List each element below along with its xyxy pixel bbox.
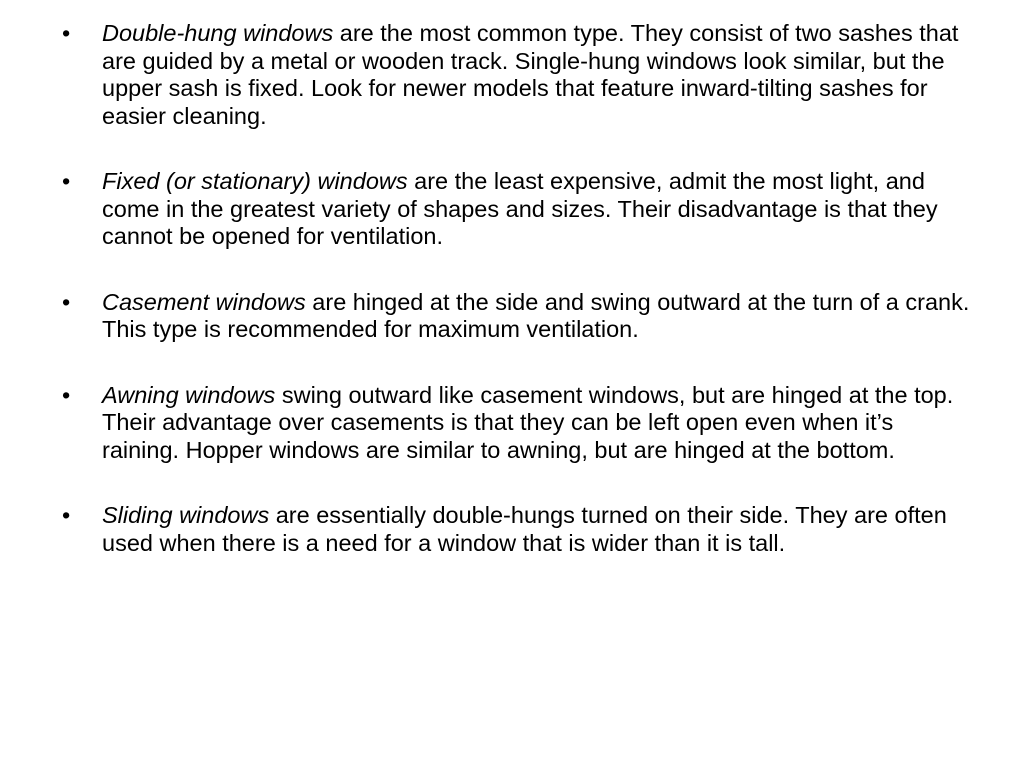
bullet-item-awning [62,382,972,465]
bullet-item-fixed [62,168,972,251]
bullet-icon: • [62,20,71,46]
term-fixed: Fixed (or stationary) windows [102,168,408,194]
description-sliding: are essentially double-hungs turned on their side. They are often used when there is a need for a window that is wider than it is tall. [102,502,947,556]
bullet-icon: • [62,502,71,528]
term-sliding: Sliding windows [102,502,270,528]
description-casement: are hinged at the side and swing outward at the turn of a crank. This type is recommended for maximum ventilation. [102,288,970,342]
bullet-item-double-hung [62,20,972,130]
bullet-item-casement [62,289,972,344]
bullet-item-sliding [62,502,972,557]
description-fixed: are the least expensive, admit the most light, and come in the greatest variety of shapes and sizes. Their disadvantage is that they cannot be opened for ventilation. [102,168,938,249]
term-awning: Awning windows [102,381,276,408]
description-double-hung: are the most common type. They consist of two sashes that are guided by a metal or wooden track. Single-hung windows look similar, but the upper sash is fixed. Look for newer models that feature inward-tilting sashes for easier cleaning. [102,20,959,129]
bullet-icon: • [62,381,71,408]
term-double-hung: Double-hung windows [102,20,334,46]
bullet-icon: • [62,168,71,194]
bullet-icon: • [62,288,71,315]
description-awning: swing outward like casement windows, but are hinged at the top. Their advantage over casements is that they can be left open even when it’s raining. Hopper windows are similar to awning, but are hinged at the bottom. [102,381,954,463]
bullet-list [62,20,972,595]
term-casement: Casement windows [102,288,306,315]
